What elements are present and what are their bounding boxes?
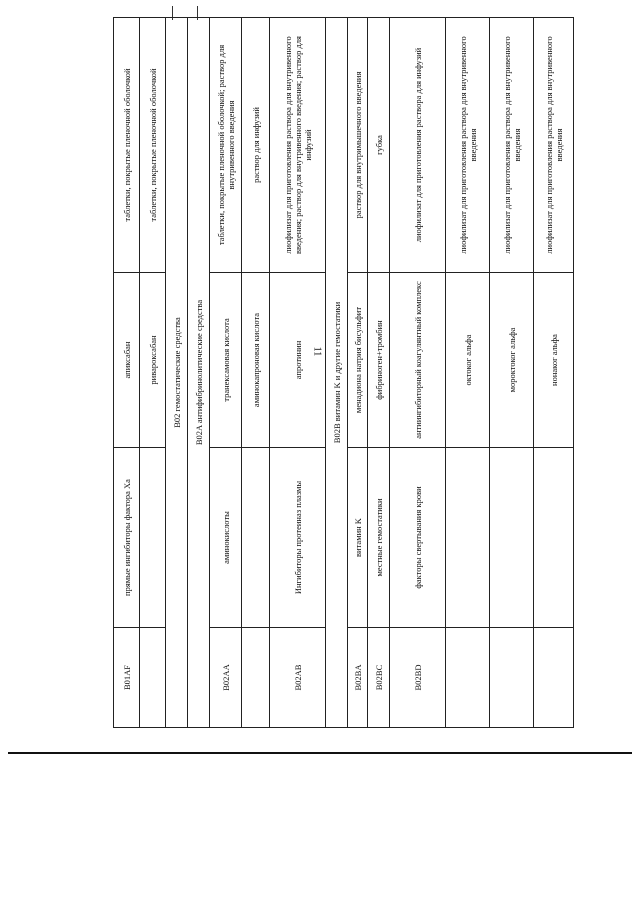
section-heading-row [188,18,210,728]
group-name [446,448,490,628]
group-name: витамин K [348,448,368,628]
dosage-form: раствор для внутримышечного введения [348,18,368,273]
dosage-form: лиофилизат для приготовления раствора для инфузий [390,18,446,273]
table-row [140,18,166,728]
atc-code: B02BD [390,628,446,728]
atc-code: B01AF [114,628,140,728]
dosage-form: таблетки, покрытые пленочной оболочкой [114,18,140,273]
atc-code: B02AB [270,628,326,728]
atc-code [140,628,166,728]
group-name: прямые ингибиторы фактора Xa [114,448,140,628]
dosage-form: лиофилизат для приготовления раствора для внутривенного введения [446,18,490,273]
dosage-form: губка [368,18,390,273]
drug-table [113,17,574,728]
table-row [490,18,534,728]
atc-code [242,628,270,728]
group-name: аминокислоты [210,448,242,628]
section-heading-row [166,18,188,728]
substance-name: апиксабан [114,273,140,448]
rotated-table-wrapper [113,18,564,728]
substance-name: аминокапроновая кислота [242,273,270,448]
substance-name: транексамовая кислота [210,273,242,448]
section-heading: B02A антифибринолитические средства [188,18,210,728]
atc-code: B02BA [348,628,368,728]
dosage-form: раствор для инфузий [242,18,270,273]
section-heading-row [326,18,348,728]
section-heading: B02 гемостатические средства [166,18,188,728]
table-row [114,18,140,728]
table-row [390,18,446,728]
atc-code [534,628,574,728]
substance-name: мороктоког альфа [490,273,534,448]
substance-name: октоког альфа [446,273,490,448]
atc-code: B02AA [210,628,242,728]
substance-name: апротинин [270,273,326,448]
table-row [270,18,326,728]
substance-name: нонаког альфа [534,273,574,448]
group-name: факторы свертывания крови [390,448,446,628]
table-row [534,18,574,728]
table-row [368,18,390,728]
table-row [210,18,242,728]
table-row [446,18,490,728]
section-heading: B02B витамин K и другие гемостатики [326,18,348,728]
substance-name: антиингибиторный коагулянтный комплекс [390,273,446,448]
table-row [348,18,368,728]
page-divider-line [8,752,632,754]
group-name [534,448,574,628]
dosage-form: таблетки, покрытые пленочной оболочкой; раствор для внутривенного введения [210,18,242,273]
group-name [140,448,166,628]
group-name: Ингибиторы протеиназ плазмы [270,448,326,628]
atc-code [490,628,534,728]
atc-code [446,628,490,728]
atc-code: B02BC [368,628,390,728]
group-name: местные гемостатики [368,448,390,628]
substance-name: фибриноген+тромбин [368,273,390,448]
group-name [490,448,534,628]
dosage-form: лиофилизат для приготовления раствора для внутривенного введения; раствор для внутривенного введения; раствор для инфузий [270,18,326,273]
dosage-form: лиофилизат для приготовления раствора для внутривенного введения [534,18,574,273]
substance-name: ривароксабан [140,273,166,448]
dosage-form: лиофилизат для приготовления раствора для внутривенного введения [490,18,534,273]
substance-name: менадиона натрия бисульфит [348,273,368,448]
table-row [242,18,270,728]
group-name [242,448,270,628]
dosage-form: таблетки, покрытые пленочной оболочкой [140,18,166,273]
page-number: 11 [311,346,323,357]
